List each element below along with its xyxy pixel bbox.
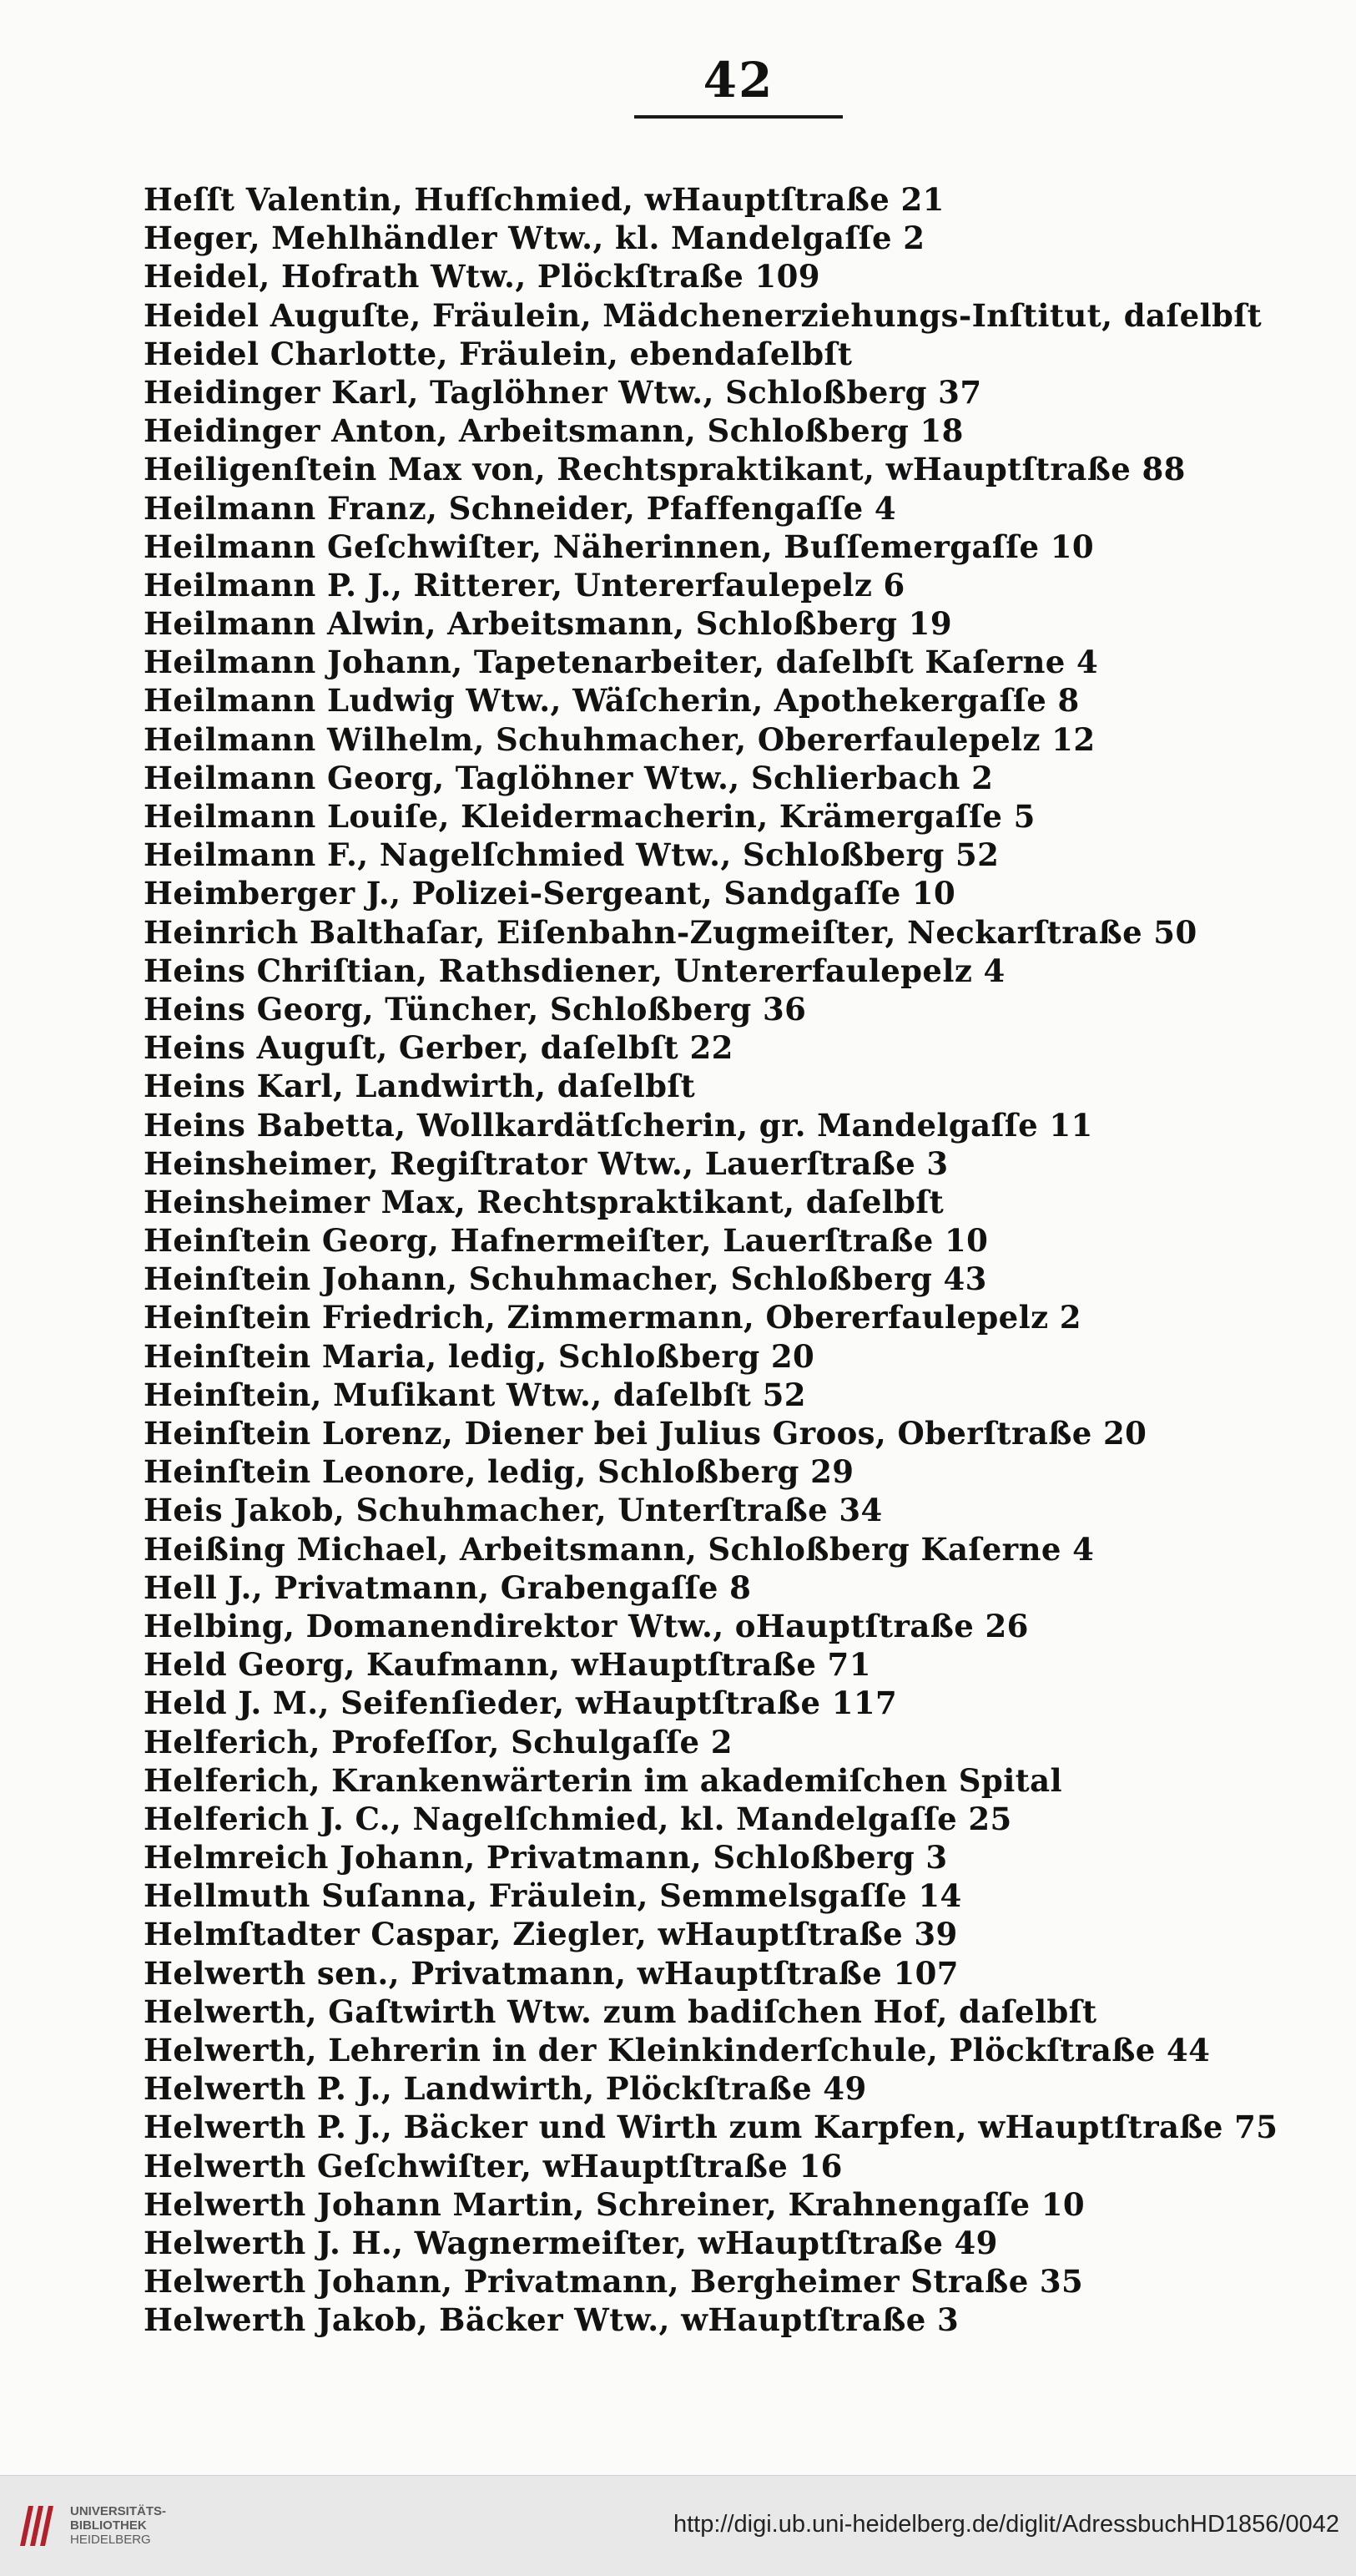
directory-entry: Heinſtein Leonore, ledig, Schloßberg 29 [144,1453,854,1491]
directory-entry: Helferich J. C., Nagelſchmied, kl. Mandelgaſſe 25 [144,1800,1012,1837]
directory-entry: Heger, Mehlhändler Wtw., kl. Mandelgaſſe 2 [144,220,925,257]
directory-entry: Heinsheimer Max, Rechtspraktikant, daſelbſt [144,1183,945,1220]
directory-entry: Heißing Michael, Arbeitsmann, Schloßberg Kaſerne 4 [144,1530,1095,1568]
directory-entry: Heins Georg, Tüncher, Schloßberg 36 [144,990,807,1028]
logo-line-2: BIBLIOTHEK [70,2518,147,2533]
directory-entry: Helwerth P. J., Bäcker und Wirth zum Karpfen, wHauptſtraße 75 [144,2109,1278,2146]
page-number: 42 [703,52,774,109]
directory-entry: Heimberger J., Polizei-Sergeant, Sandgaſſe 10 [144,875,956,912]
logo-line-3: HEIDELBERG [70,2533,151,2547]
directory-entry: Helwerth, Lehrerin in der Kleinkinderſchule, Plöckſtraße 44 [144,2032,1211,2068]
directory-entry: Heilmann Franz, Schneider, Pfaffengaſſe 4 [144,489,897,527]
directory-entry: Heilmann Alwin, Arbeitsmann, Schloßberg 19 [144,605,952,643]
directory-entry: Heilmann Ludwig Wtw., Wäſcherin, Apothekergaſſe 8 [144,682,1080,720]
directory-entry: Heins Auguſt, Gerber, daſelbſt 22 [144,1029,733,1067]
directory-entry: Heinſtein Maria, ledig, Schloßberg 20 [144,1337,815,1375]
directory-entry: Helwerth Jakob, Bäcker Wtw., wHauptſtraße 3 [144,2301,960,2339]
directory-entry: Heiligenſtein Max von, Rechtspraktikant, wHauptſtraße 88 [144,451,1186,488]
directory-entry: Hell J., Privatmann, Grabengaſſe 8 [144,1568,752,1606]
directory-entry: Helwerth Johann, Privatmann, Bergheimer Straße 35 [144,2263,1084,2301]
directory-entry: Heilmann Johann, Tapetenarbeiter, daſelbſt Kaſerne 4 [144,644,1099,681]
library-logo-text [70,2504,166,2547]
directory-entry: Heidinger Karl, Taglöhner Wtw., Schloßberg 37 [144,373,982,411]
directory-entry: Heins Chriſtian, Rathsdiener, Untererfaulepelz 4 [144,952,1006,989]
directory-entry: Heins Babetta, Wollkardätſcherin, gr. Mandelgaſſe 11 [144,1106,1093,1144]
directory-entry: Helwerth J. H., Wagnermeiſter, wHauptſtraße 49 [144,2224,998,2261]
directory-entry: Heilmann F., Nagelſchmied Wtw., Schloßberg 52 [144,836,1000,874]
directory-entry: Heſſt Valentin, Hufſchmied, wHauptſtraße 21 [144,181,945,218]
directory-entry: Helwerth sen., Privatmann, wHauptſtraße 107 [144,1954,959,1992]
directory-entry: Helwerth Geſchwiſter, wHauptſtraße 16 [144,2147,843,2185]
directory-entry: Helferich, Profeſſor, Schulgaſſe 2 [144,1723,733,1760]
directory-entry: Heinſtein Friedrich, Zimmermann, Obererfaulepelz 2 [144,1299,1081,1336]
directory-entry: Heilmann Wilhelm, Schuhmacher, Obererfaulepelz 12 [144,720,1096,758]
directory-entry: Heidel Auguſte, Fräulein, Mädchenerziehungs-Inſtitut, daſelbſt [144,296,1263,334]
directory-entry: Heinrich Balthaſar, Eiſenbahn-Zugmeiſter, Neckarſtraße 50 [144,913,1197,951]
directory-entry: Heinſtein Lorenz, Diener bei Julius Groos, Oberſtraße 20 [144,1415,1147,1452]
directory-entry: Heinsheimer, Regiſtrator Wtw., Lauerſtraße 3 [144,1144,949,1182]
directory-entry: Helwerth Johann Martin, Schreiner, Krahnengaſſe 10 [144,2185,1085,2223]
directory-entry: Helferich, Krankenwärterin im akademiſchen Spital [144,1761,1062,1799]
directory-entry: Held J. M., Seifenſieder, wHauptſtraße 117 [144,1685,898,1722]
directory-entry: Heinſtein, Muſikant Wtw., daſelbſt 52 [144,1376,806,1413]
directory-entry: Helmſtadter Caspar, Ziegler, wHauptſtraße 39 [144,1916,958,1953]
directory-entry: Heidel Charlotte, Fräulein, ebendaſelbſt [144,335,853,372]
directory-entry: Heins Karl, Landwirth, daſelbſt [144,1068,696,1105]
directory-entry: Hellmuth Suſanna, Fräulein, Semmelsgaſſe 14 [144,1877,962,1915]
logo-line-1: UNIVERSITÄTS- [70,2504,167,2518]
directory-entry: Heilmann Louiſe, Kleidermacherin, Krämergaſſe 5 [144,798,1036,835]
viewer-footer [0,2475,1356,2576]
source-url-link[interactable]: http://digi.ub.uni-heidelberg.de/diglit/AdressbuchHD1856/0042 [673,2511,1339,2538]
directory-entry: Heinſtein Georg, Hafnermeiſter, Lauerſtraße 10 [144,1222,989,1260]
directory-entry: Helwerth P. J., Landwirth, Plöckſtraße 49 [144,2070,867,2108]
directory-entry: Heidinger Anton, Arbeitsmann, Schloßberg 18 [144,412,964,450]
directory-entry: Heilmann Geſchwiſter, Näherinnen, Buſſemergaſſe 10 [144,528,1095,565]
directory-entry: Heinſtein Johann, Schuhmacher, Schloßberg 43 [144,1260,987,1298]
directory-entry: Heidel, Hofrath Wtw., Plöckſtraße 109 [144,258,820,295]
directory-entry: Heis Jakob, Schuhmacher, Unterſtraße 34 [144,1492,883,1529]
header-rule [634,115,843,119]
directory-entries [144,180,1337,2340]
directory-entry: Helmreich Johann, Privatmann, Schloßberg 3 [144,1839,948,1876]
directory-entry: Helwerth, Gaſtwirth Wtw. zum badiſchen Hof, daſelbſt [144,1993,1097,2030]
directory-entry: Heilmann Georg, Taglöhner Wtw., Schlierbach 2 [144,759,994,796]
directory-entry: Heilmann P. J., Ritterer, Untererfaulepelz 6 [144,566,905,604]
directory-entry: Held Georg, Kaufmann, wHauptſtraße 71 [144,1646,871,1684]
university-library-logo-icon [17,2501,60,2549]
directory-entry: Helbing, Domanendirektor Wtw., oHauptſtraße 26 [144,1607,1029,1644]
